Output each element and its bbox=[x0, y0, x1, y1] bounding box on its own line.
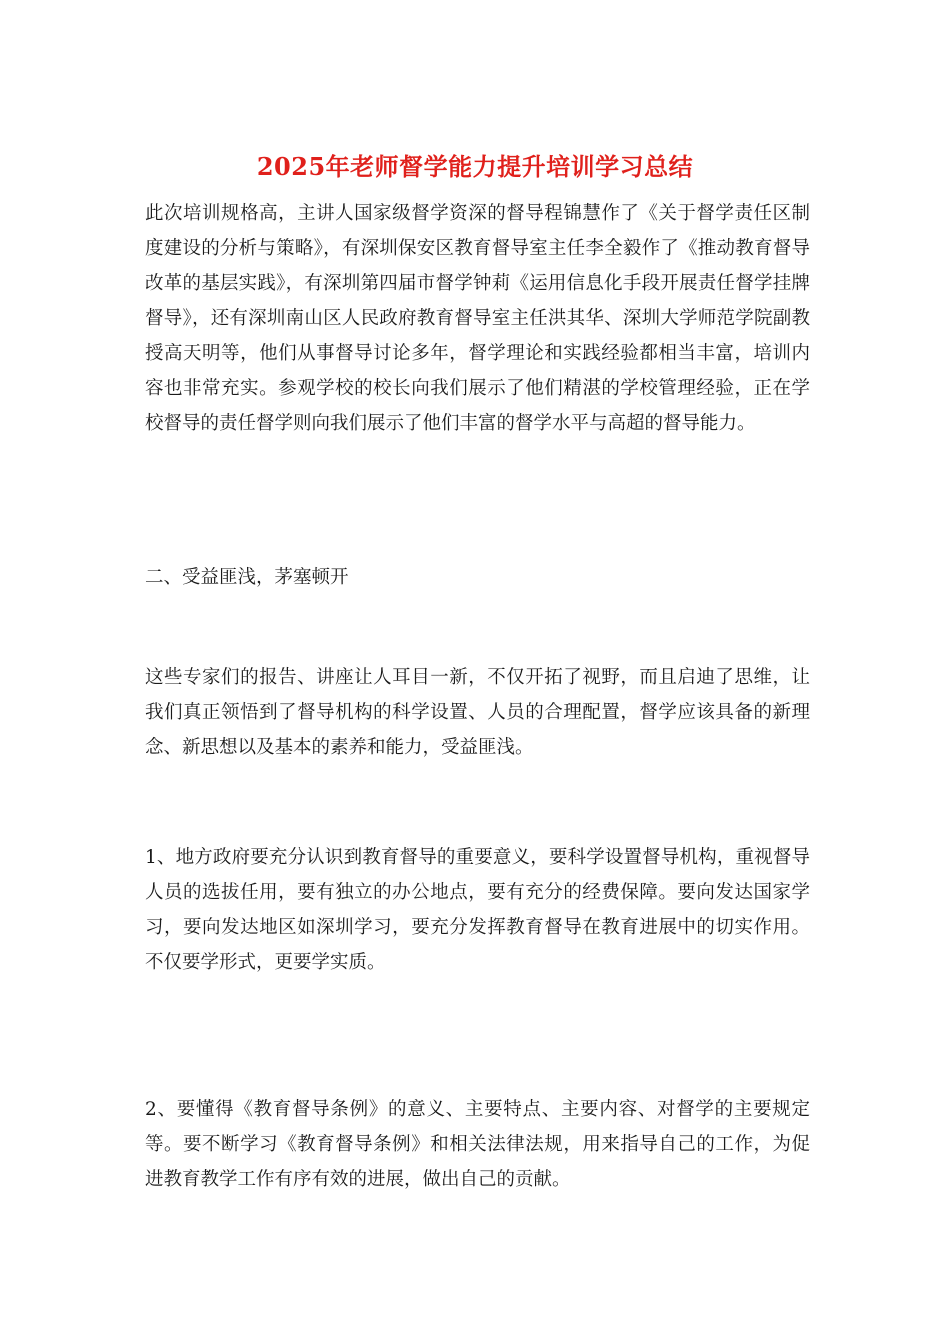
list-item-2: 2、要懂得《教育督导条例》的意义、主要特点、主要内容、对督学的主要规定等。要不断学习《教育督导条例》和相关法律法规，用来指导自己的工作，为促进教育教学工作有序有效的进展，做出自己的贡献。 bbox=[145, 1099, 810, 1190]
document-title: 2025年老师督学能力提升培训学习总结 bbox=[256, 152, 694, 181]
section-heading: 二、受益匪浅，茅塞顿开 bbox=[145, 567, 349, 588]
intro-paragraph: 此次培训规格高，主讲人国家级督学资深的督导程锦慧作了《关于督学责任区制度建设的分析与策略》，有深圳保安区教育督导室主任李全毅作了《推动教育督导改革的基层实践》，有深圳第四届市督学钟莉《运用信息化手段开展责任督学挂牌督导》，还有深圳南山区人民政府教育督导室主任洪其华、深圳大学师范学院副教授高天明等，他们从事督导讨论多年，督学理论和实践经验都相当丰富，培训内容也非常充实。参观学校的校长向我们展示了他们精湛的学校管理经验，正在学校督导的责任督学则向我们展示了他们丰富的督学水平与高超的督导能力。 bbox=[145, 203, 810, 434]
benefit-paragraph: 这些专家们的报告、讲座让人耳目一新，不仅开拓了视野，而且启迪了思维，让我们真正领悟到了督导机构的科学设置、人员的合理配置，督学应该具备的新理念、新思想以及基本的素养和能力，受益匪浅。 bbox=[145, 667, 810, 758]
list-item-1: 1、地方政府要充分认识到教育督导的重要意义，要科学设置督导机构，重视督导人员的选拔任用，要有独立的办公地点，要有充分的经费保障。要向发达国家学习，要向发达地区如深圳学习，要充分发挥教育督导在教育进展中的切实作用。不仅要学形式，更要学实质。 bbox=[145, 847, 810, 973]
